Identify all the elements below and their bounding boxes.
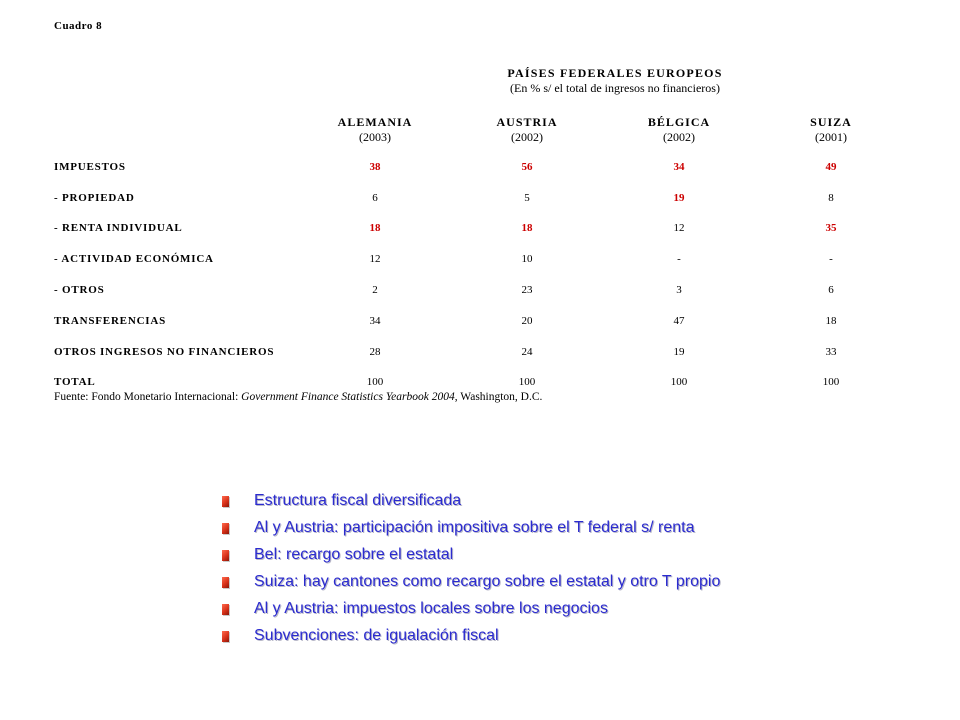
table-title: PAÍSES FEDERALES EUROPEOS [507, 66, 723, 80]
column-name: AUSTRIA [496, 115, 558, 129]
table-subtitle: (En % s/ el total de ingresos no financieros) [510, 81, 720, 95]
column-header-austria [472, 115, 582, 145]
bullet-text: Estructura fiscal diversificada [254, 492, 462, 509]
table-cell: 20 [521, 315, 533, 327]
table-cell: 34 [673, 161, 685, 173]
source-publication: Government Finance Statistics Yearbook 2004 [241, 391, 455, 403]
table-cell: 12 [369, 253, 381, 265]
table-cell: 47 [673, 315, 685, 327]
table-cell: 100 [366, 376, 384, 388]
bullet-marker-icon [222, 550, 229, 561]
table-cell: 35 [825, 222, 837, 234]
table-cell: 10 [521, 253, 533, 265]
bullet-marker-icon [222, 523, 229, 534]
table-cell: 18 [369, 222, 381, 234]
table-cell: 100 [518, 376, 536, 388]
table-group-header [420, 66, 810, 96]
table-cell: 33 [825, 346, 837, 358]
bullet-text: Al y Austria: impuestos locales sobre los negocios [254, 600, 608, 617]
row-label: OTROS INGRESOS NO FINANCIEROS [54, 346, 275, 358]
bullet-item [220, 546, 780, 563]
column-year: (2003) [359, 130, 391, 144]
bullet-item [220, 600, 780, 617]
table-cell: 6 [828, 284, 834, 296]
table-cell: 2 [372, 284, 378, 296]
column-name: BÉLGICA [647, 115, 711, 129]
bullet-text: Subvenciones: de igualación fiscal [254, 627, 499, 644]
column-header-alemania [320, 115, 430, 145]
table-cell: 18 [521, 222, 533, 234]
table-cell: 100 [822, 376, 840, 388]
table-cell: - [829, 253, 833, 265]
table-caption: Cuadro 8 [54, 20, 103, 32]
column-name: ALEMANIA [337, 115, 413, 129]
row-label: - RENTA INDIVIDUAL [54, 222, 183, 234]
table-cell: 5 [524, 192, 530, 204]
source-note [54, 391, 542, 403]
bullet-item [220, 627, 780, 644]
row-label: TRANSFERENCIAS [54, 315, 167, 327]
source-suffix: , Washington, D.C. [454, 391, 543, 403]
row-label: TOTAL [54, 376, 96, 388]
column-year: (2002) [663, 130, 695, 144]
table-cell: 38 [369, 161, 381, 173]
bullet-item [220, 573, 780, 590]
bullet-item [220, 492, 780, 509]
table-cell: 6 [372, 192, 378, 204]
table-cell: 12 [673, 222, 685, 234]
column-year: (2002) [511, 130, 543, 144]
row-label: IMPUESTOS [54, 161, 126, 173]
table-cell: 28 [369, 346, 381, 358]
table-cell: 19 [673, 346, 685, 358]
table-cell: 49 [825, 161, 837, 173]
column-year: (2001) [815, 130, 847, 144]
bullet-list [220, 492, 780, 654]
row-label: - PROPIEDAD [54, 192, 135, 204]
table-cell: 34 [369, 315, 381, 327]
bullet-marker-icon [222, 496, 229, 507]
table-cell: 3 [676, 284, 682, 296]
column-header-belgica [624, 115, 734, 145]
row-label: - ACTIVIDAD ECONÓMICA [54, 253, 214, 265]
bullet-marker-icon [222, 631, 229, 642]
bullet-text: Suiza: hay cantones como recargo sobre el estatal y otro T propio [254, 573, 721, 590]
column-name: SUIZA [810, 115, 852, 129]
bullet-text: Al y Austria: participación impositiva sobre el T federal s/ renta [254, 519, 695, 536]
table-cell: 23 [521, 284, 533, 296]
row-label: - OTROS [54, 284, 105, 296]
source-prefix: Fuente: Fondo Monetario Internacional: [54, 391, 242, 403]
bullet-item [220, 519, 780, 536]
bullet-marker-icon [222, 577, 229, 588]
table-cell: 8 [828, 192, 834, 204]
bullet-text: Bel: recargo sobre el estatal [254, 546, 454, 563]
column-header-suiza [776, 115, 886, 145]
table-cell: 19 [673, 192, 685, 204]
table-cell: 100 [670, 376, 688, 388]
table-cell: - [677, 253, 681, 265]
table-cell: 56 [521, 161, 533, 173]
table-cell: 24 [521, 346, 533, 358]
table-cell: 18 [825, 315, 837, 327]
bullet-marker-icon [222, 604, 229, 615]
